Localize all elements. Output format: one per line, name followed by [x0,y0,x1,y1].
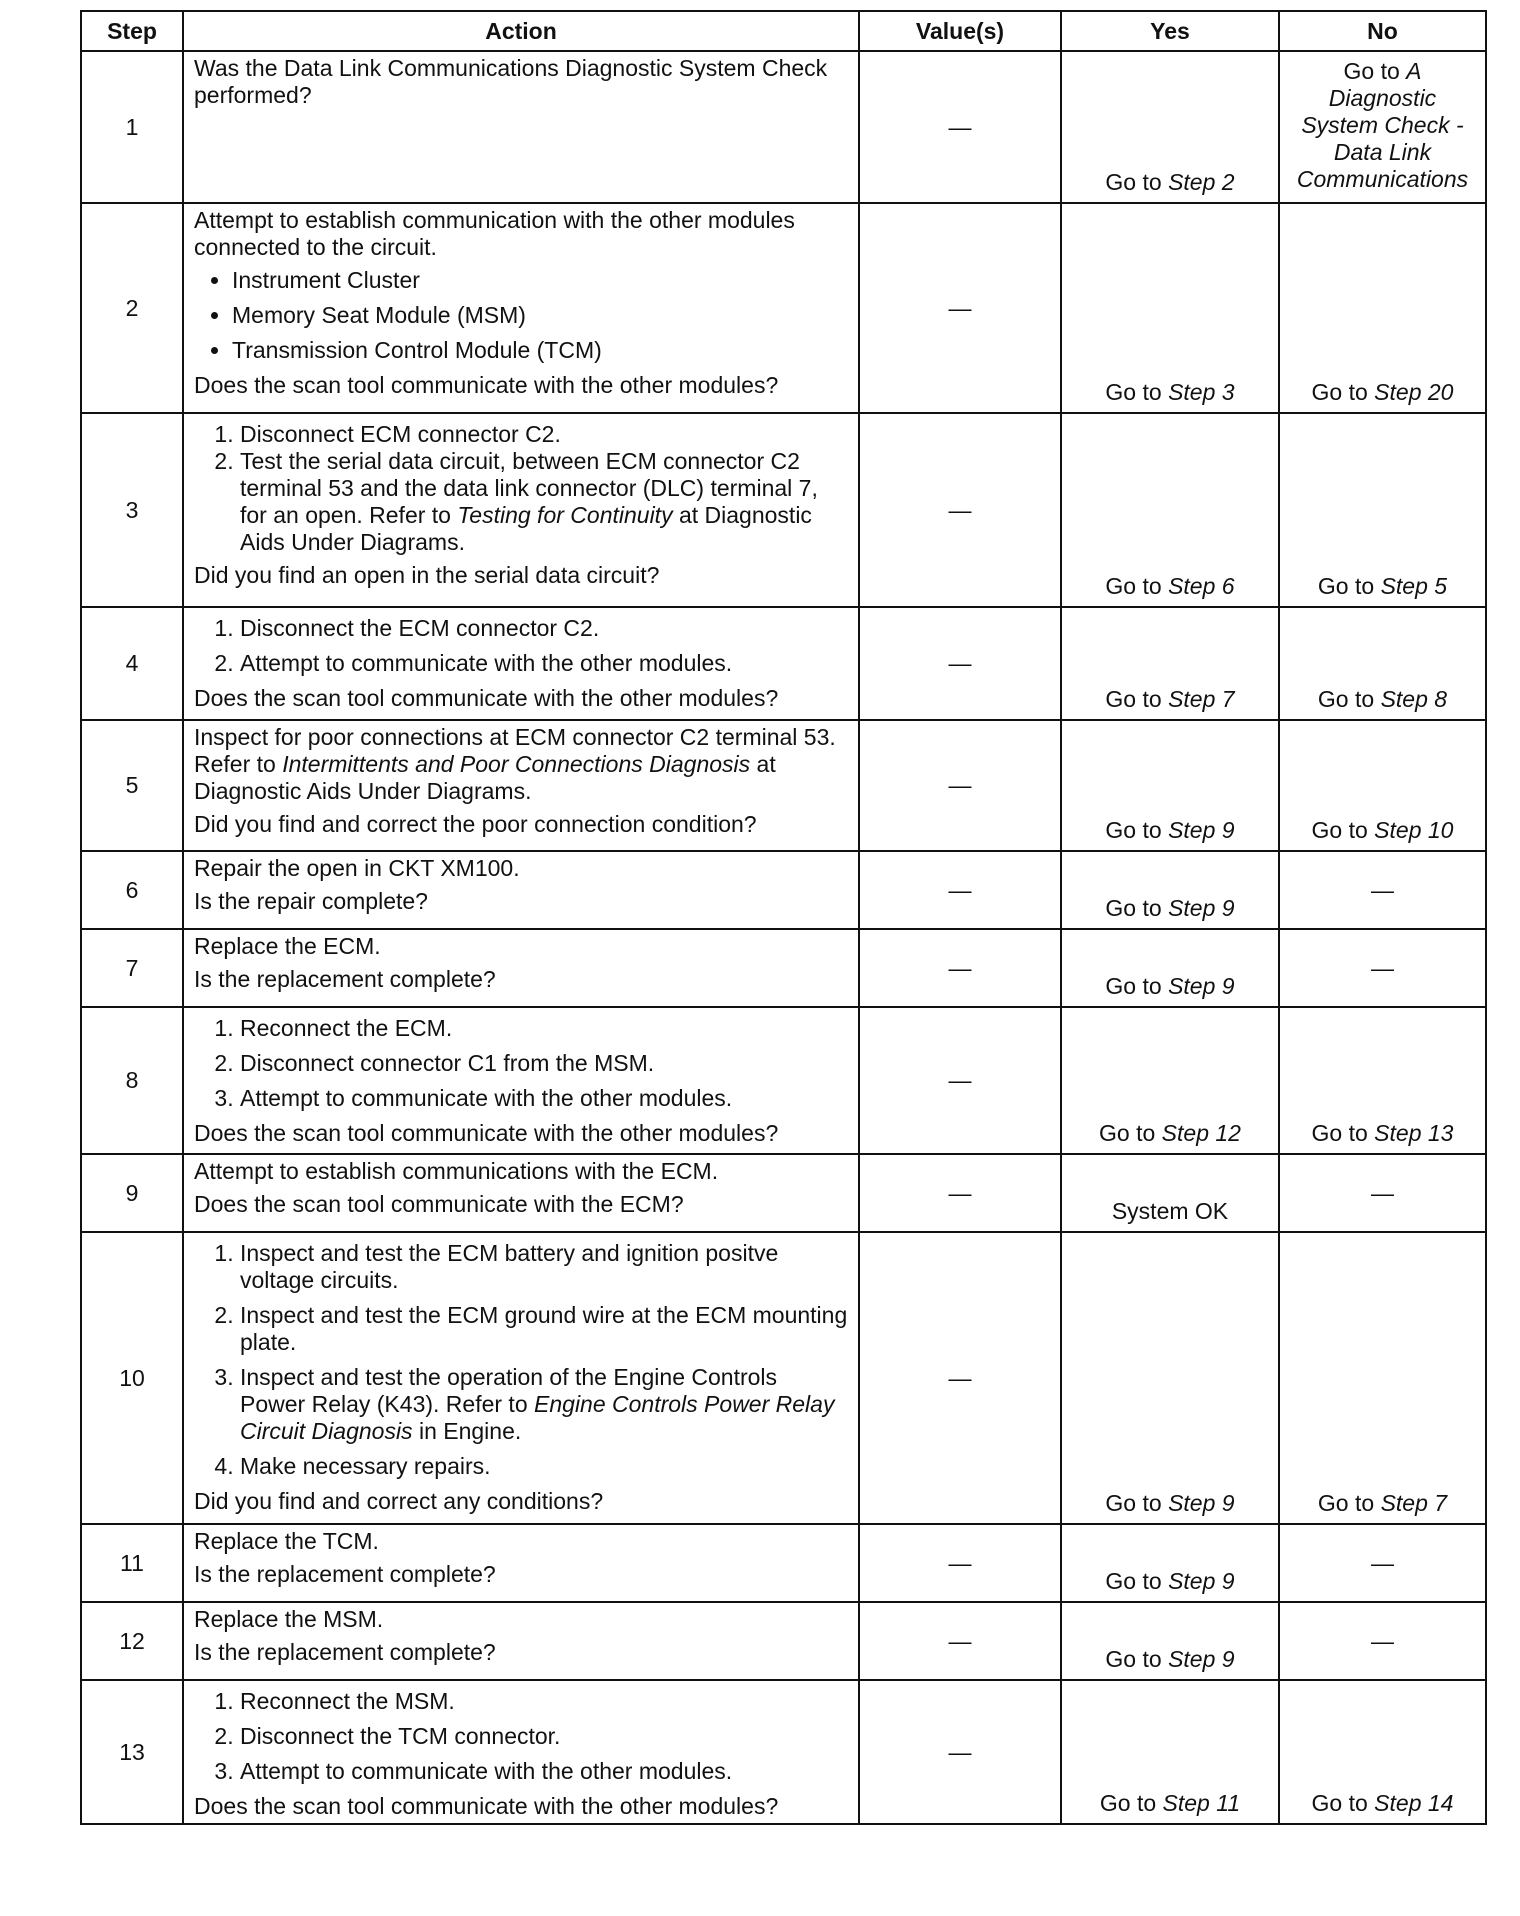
list-item: 3. Attempt to communicate with the other modules. [240,1758,848,1785]
step-number: 11 [81,1524,183,1602]
no-cell [1279,1680,1486,1824]
action-post: at Diagnostic Aids Under Diagrams. [194,751,776,804]
header-step: Step [81,11,183,51]
no-pre: Go to [1317,1490,1381,1516]
no-line-4: Data Link [1333,139,1432,165]
value-cell: — [859,607,1061,720]
question-text: Is the replacement complete? [194,966,496,992]
list-item: 2. Disconnect the TCM connector. [240,1723,848,1750]
action-text: Replace the TCM. [194,1528,379,1554]
list-item: 1. Inspect and test the ECM battery and ignition positve voltage circuits. [240,1240,848,1294]
yes-step-link: Step 9 [1168,1490,1235,1516]
table-row [81,1232,1486,1524]
no-pre: Go to [1317,573,1381,599]
yes-cell [1061,929,1279,1007]
table-row [81,1602,1486,1680]
table-row [81,851,1486,929]
yes-step-link: Step 9 [1168,817,1235,843]
step-number: 9 [81,1154,183,1232]
question-text: Does the scan tool communicate with the ECM? [194,1191,684,1217]
action-cell [183,1602,859,1680]
yes-cell [1061,203,1279,413]
no-cell [1279,1232,1486,1524]
value-cell: — [859,1602,1061,1680]
table-row [81,607,1486,720]
value-cell: — [859,1232,1061,1524]
module-list [194,267,848,364]
procedure-list [194,615,848,677]
yes-pre: Go to [1105,1646,1169,1672]
step-number: 2 [81,203,183,413]
header-values: Value(s) [859,11,1061,51]
header-yes: Yes [1061,11,1279,51]
header-no: No [1279,11,1486,51]
yes-step-link: Step 11 [1162,1790,1241,1816]
no-pre: Go to [1317,686,1381,712]
list-item: 3. Attempt to communicate with the other modules. [240,1085,848,1112]
step-number: 13 [81,1680,183,1824]
no-step-link: Step 5 [1380,573,1448,599]
list-item: 1. Disconnect ECM connector C2. [240,421,848,448]
question-text: Does the scan tool communicate with the other modules? [194,372,779,398]
action-intro: Attempt to establish communication with the other modules connected to the circuit. [194,207,795,260]
yes-step-link: Step 9 [1168,895,1235,921]
value-cell: — [859,851,1061,929]
action-cell [183,929,859,1007]
procedure-list [194,1240,848,1480]
question-text: Did you find and correct the poor connection condition? [194,811,757,837]
yes-cell [1061,1007,1279,1154]
yes-pre: Go to [1105,817,1169,843]
yes-pre: Go to [1099,1790,1163,1816]
header-row [81,11,1486,51]
step-number: 8 [81,1007,183,1154]
table-row [81,720,1486,851]
action-text: Replace the MSM. [194,1606,384,1632]
table-row [81,203,1486,413]
yes-step-link: Step 3 [1168,379,1235,405]
step-number: 4 [81,607,183,720]
step-text-post: at Diagnostic Aids Under Diagrams. [240,502,812,555]
yes-step-link: Step 9 [1168,973,1235,999]
list-item: 1. Disconnect the ECM connector C2. [240,615,848,642]
table-row [81,1680,1486,1824]
no-cell [1279,203,1486,413]
no-cell: — [1279,851,1486,929]
no-cell: — [1279,1154,1486,1232]
action-cell [183,203,859,413]
action-text: Repair the open in CKT XM100. [194,855,520,881]
action-cell [183,1232,859,1524]
no-step-link: Step 13 [1374,1120,1454,1146]
yes-cell [1061,720,1279,851]
yes-step-link: Step 6 [1168,573,1235,599]
step-number: 1 [81,51,183,203]
value-cell: — [859,51,1061,203]
no-go-to: Go to [1343,58,1407,84]
reference-text: Intermittents and Poor Connections Diagnosis [282,751,751,777]
yes-step-link: Step 9 [1168,1646,1235,1672]
no-line-1-em: A [1406,58,1422,84]
question-text: Does the scan tool communicate with the other modules? [194,685,779,711]
value-cell: — [859,1680,1061,1824]
step-number: 5 [81,720,183,851]
list-item: • Instrument Cluster [232,267,848,294]
no-step-link: Step 20 [1374,379,1454,405]
value-cell: — [859,1154,1061,1232]
list-item: • Memory Seat Module (MSM) [232,302,848,329]
step-number: 6 [81,851,183,929]
step-number: 12 [81,1602,183,1680]
action-cell [183,51,859,203]
yes-cell [1061,851,1279,929]
question-text: Is the replacement complete? [194,1561,496,1587]
yes-pre: Go to [1105,1490,1169,1516]
yes-cell [1061,1680,1279,1824]
step-number: 3 [81,413,183,607]
action-text: Attempt to establish communications with the ECM. [194,1158,719,1184]
action-cell [183,1680,859,1824]
no-step-link: Step 10 [1374,817,1454,843]
no-line-2: Diagnostic [1328,85,1437,111]
action-pre: Inspect for poor connections at ECM connector C2 terminal 53. Refer to [194,724,836,777]
no-cell: — [1279,1602,1486,1680]
no-cell [1279,607,1486,720]
yes-pre: Go to [1105,1568,1169,1594]
yes-pre: Go to [1099,1120,1162,1146]
action-cell [183,1007,859,1154]
yes-pre: Go to [1105,895,1169,921]
yes-pre: Go to [1105,686,1169,712]
procedure-list [194,421,848,556]
value-cell: — [859,1524,1061,1602]
list-item: 2. Attempt to communicate with the other modules. [240,650,848,677]
reference-text: Testing for Continuity [457,502,673,528]
header-action: Action [183,11,859,51]
list-item: 4. Make necessary repairs. [240,1453,848,1480]
no-cell: — [1279,929,1486,1007]
yes-pre: Go to [1105,573,1169,599]
action-paragraph [194,724,848,805]
no-cell [1279,413,1486,607]
no-line-1 [1344,58,1422,84]
action-cell [183,720,859,851]
no-step-link: Step 8 [1380,686,1448,712]
yes-step-link: Step 9 [1168,1568,1235,1594]
table-row [81,1154,1486,1232]
yes-cell [1061,51,1279,203]
no-cell [1279,720,1486,851]
action-cell [183,851,859,929]
value-cell: — [859,413,1061,607]
step-text: Inspect and test the operation of the Engine Controls Power Relay (K43). Refer to [240,1364,778,1417]
yes-step-link: Step 7 [1168,686,1235,712]
list-item [240,1364,848,1445]
yes-step-link: Step 12 [1161,1120,1241,1146]
question-text: Does the scan tool communicate with the other modules? [194,1793,779,1819]
value-cell: — [859,929,1061,1007]
question-text: Is the repair complete? [194,888,428,914]
value-cell: — [859,1007,1061,1154]
yes-cell [1061,1602,1279,1680]
list-item: • Transmission Control Module (TCM) [232,337,848,364]
no-pre: Go to [1311,1120,1375,1146]
action-text: Was the Data Link Communications Diagnostic System Check performed? [194,55,828,108]
list-item: 2. Disconnect connector C1 from the MSM. [240,1050,848,1077]
question-text: Does the scan tool communicate with the other modules? [194,1120,779,1146]
question-text: Did you find and correct any conditions? [194,1488,604,1514]
table-row [81,1007,1486,1154]
table-row [81,413,1486,607]
action-cell [183,413,859,607]
action-cell [183,1524,859,1602]
action-cell [183,1154,859,1232]
no-cell: — [1279,1524,1486,1602]
yes-cell [1061,1524,1279,1602]
step-text: Test the serial data circuit, between ECM connector C2 terminal 53 and the data link connector (DLC) terminal 7, for an open. Refer to [240,448,818,528]
no-pre: Go to [1311,379,1375,405]
list-item: 2. Inspect and test the ECM ground wire at the ECM mounting plate. [240,1302,848,1356]
yes-cell [1061,413,1279,607]
question-text: Did you find an open in the serial data circuit? [194,562,660,588]
no-step-link: Step 7 [1380,1490,1448,1516]
yes-cell [1061,607,1279,720]
no-pre: Go to [1311,1790,1375,1816]
no-cell [1279,1007,1486,1154]
yes-cell: System OK [1061,1154,1279,1232]
list-item: 1. Reconnect the ECM. [240,1015,848,1042]
no-pre: Go to [1311,817,1375,843]
table-row [81,929,1486,1007]
procedure-list [194,1688,848,1785]
yes-cell [1061,1232,1279,1524]
value-cell: — [859,720,1061,851]
no-line-5: Communications [1296,166,1469,192]
table-row [81,1524,1486,1602]
reference-text: Engine Controls Power Relay Circuit Diagnosis [240,1391,835,1444]
table-row [81,51,1486,203]
step-text-post: in Engine. [412,1418,522,1444]
question-text: Is the replacement complete? [194,1639,496,1665]
step-number: 10 [81,1232,183,1524]
action-cell [183,607,859,720]
list-item [240,448,848,556]
yes-pre: Go to [1105,169,1169,195]
procedure-list [194,1015,848,1112]
no-step-link: Step 14 [1374,1790,1454,1816]
yes-pre: Go to [1105,379,1169,405]
list-item: 1. Reconnect the MSM. [240,1688,848,1715]
yes-step-link: Step 2 [1168,169,1235,195]
yes-pre: Go to [1105,973,1169,999]
step-number: 7 [81,929,183,1007]
value-cell: — [859,203,1061,413]
diagnostic-table [80,10,1487,1825]
action-text: Replace the ECM. [194,933,381,959]
no-line-3: System Check - [1301,112,1464,138]
no-cell [1279,51,1486,203]
